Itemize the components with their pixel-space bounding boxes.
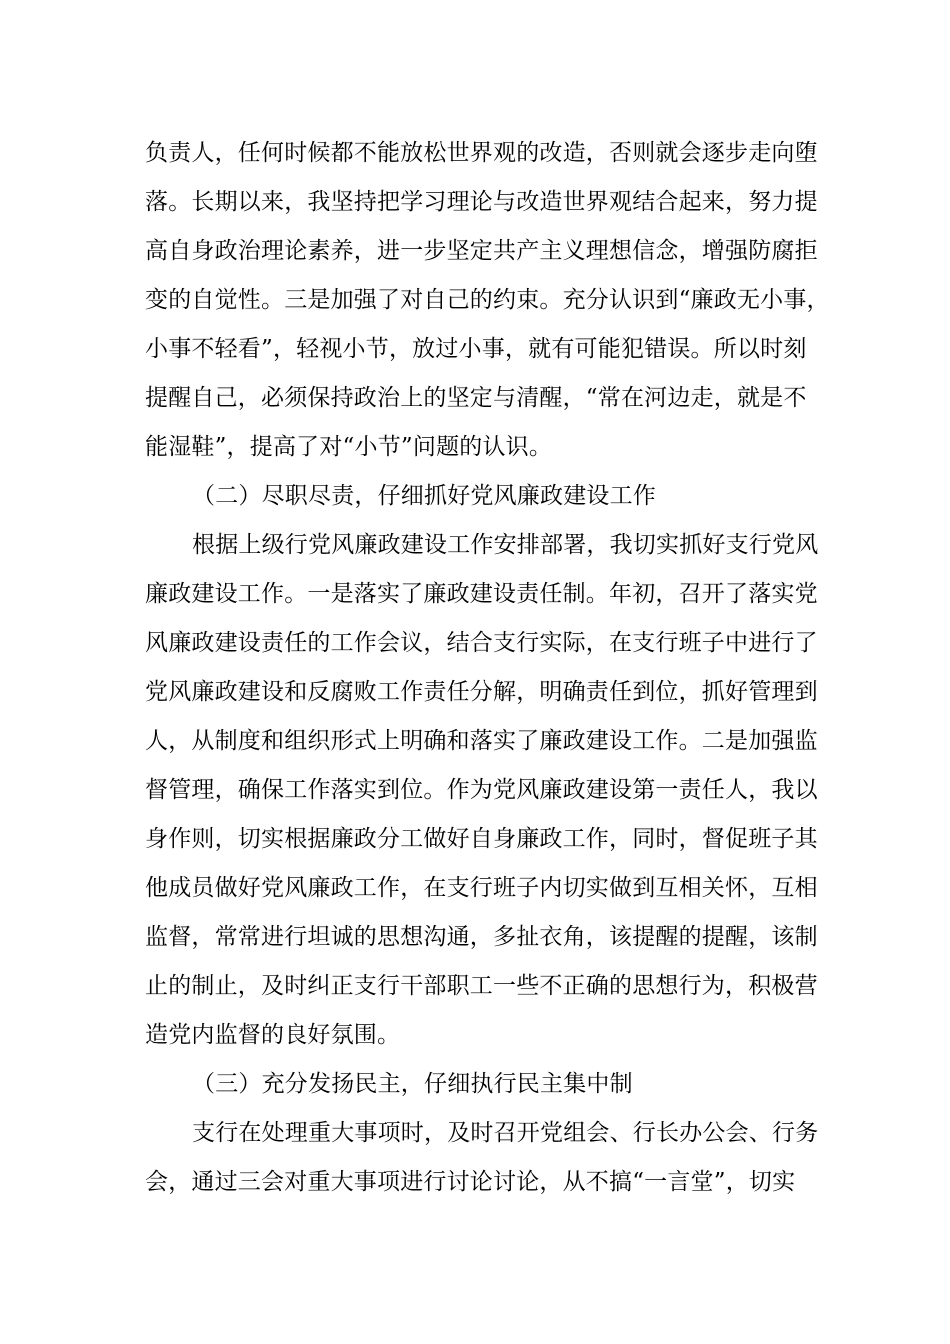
body-text-line: 督管理，确保工作落实到位。作为党风廉政建设第一责任人，我以 [145,777,818,803]
body-text-line: 能湿鞋”，提高了对“小节”问题的认识。 [145,434,553,460]
section-heading: （三）充分发扬民主，仔细执行民主集中制 [192,1071,633,1097]
body-text-line: 身作则，切实根据廉政分工做好自身廉政工作，同时，督促班子其 [145,826,818,852]
body-text-line: 止的制止，及时纠正支行干部职工一些不正确的思想行为，积极营 [145,973,818,999]
body-text-line: 会，通过三会对重大事项进行讨论讨论，从不搞“一言堂”，切实 [145,1169,796,1195]
body-text-line: 变的自觉性。三是加强了对自己的约束。充分认识到“廉政无小事， [145,287,830,313]
body-text-line: 党风廉政建设和反腐败工作责任分解，明确责任到位，抓好管理到 [145,679,818,705]
body-text-line: 他成员做好党风廉政工作，在支行班子内切实做到互相关怀，互相 [145,875,818,901]
body-text-line: 提醒自己，必须保持政治上的坚定与清醒，“常在河边走，就是不 [145,385,807,411]
body-text-line: 造党内监督的良好氛围。 [145,1022,401,1048]
body-text-line: 人，从制度和组织形式上明确和落实了廉政建设工作。二是加强监 [145,728,818,754]
body-text-line: 高自身政治理论素养，进一步坚定共产主义理想信念，增强防腐拒 [145,238,818,264]
body-text-line: 廉政建设工作。一是落实了廉政建设责任制。年初，召开了落实党 [145,581,818,607]
body-text-line: 风廉政建设责任的工作会议，结合支行实际，在支行班子中进行了 [145,630,818,656]
body-text-line: 小事不轻看”，轻视小节，放过小事，就有可能犯错误。所以时刻 [145,336,807,362]
body-text-line: 负责人，任何时候都不能放松世界观的改造，否则就会逐步走向堕 [145,140,818,166]
body-text-line: 根据上级行党风廉政建设工作安排部署，我切实抓好支行党风 [192,532,819,558]
body-text-line: 支行在处理重大事项时，及时召开党组会、行长办公会、行务 [192,1120,819,1146]
section-heading: （二）尽职尽责，仔细抓好党风廉政建设工作 [192,483,656,509]
body-text-line: 监督，常常进行坦诚的思想沟通，多扯衣角，该提醒的提醒，该制 [145,924,818,950]
body-text-line: 落。长期以来，我坚持把学习理论与改造世界观结合起来，努力提 [145,189,818,215]
